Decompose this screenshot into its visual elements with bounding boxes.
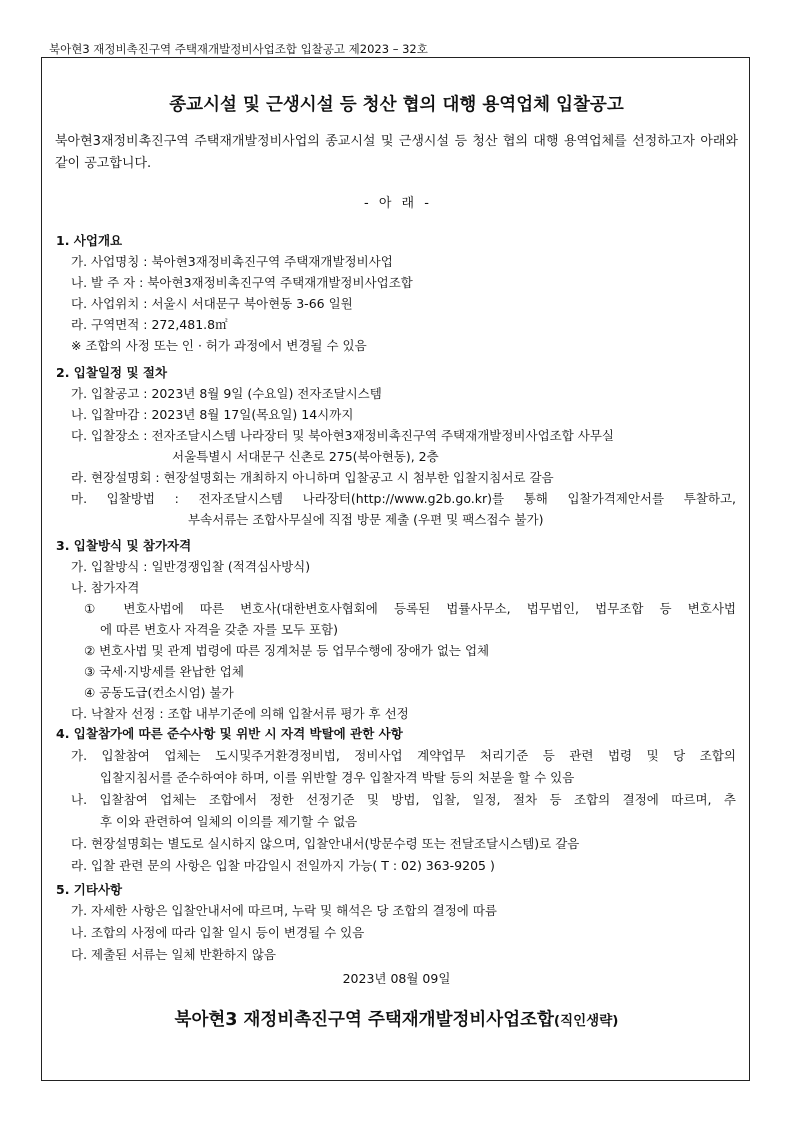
section-2-heading: 2. 입찰일정 및 절차: [56, 365, 168, 380]
notice-frame: [41, 57, 750, 1081]
list-item-continuation: 서울특별시 서대문구 신촌로 275(북아현동), 2층: [172, 449, 439, 464]
document-title: 종교시설 및 근생시설 등 청산 협의 대행 용역업체 입찰공고: [169, 95, 624, 115]
list-item: 나. 입찰참여 업체는 조합에서 정한 선정기준 및 방법, 입찰, 일정, 절차 등 조합의 결정에 따르며, 추: [71, 792, 736, 807]
list-item-continuation: 에 따른 변호사 자격을 갖춘 자를 모두 포함): [100, 622, 338, 637]
list-item: 나. 조합의 사정에 따라 입찰 일시 등이 변경될 수 있음: [71, 925, 365, 940]
notice-date: 2023년 08월 09일: [342, 971, 451, 986]
list-item: 나. 발 주 자 : 북아현3재정비촉진구역 주택재개발정비사업조합: [71, 275, 413, 290]
section-5-heading: 5. 기타사항: [56, 882, 123, 897]
issuer-signature: [42, 1006, 751, 1031]
list-item-continuation: 입찰지침서를 준수하여야 하며, 이를 위반할 경우 입찰자격 박탈 등의 처분을 할 수 있음: [100, 770, 575, 785]
list-item: 가. 입찰공고 : 2023년 8월 9일 (수요일) 전자조달시스템: [71, 386, 382, 401]
list-item: 가. 입찰참여 업체는 도시및주거환경정비법, 정비사업 계약업무 처리기준 등 관련 법령 및 당 조합의: [71, 748, 736, 763]
issuer-name: 북아현3 재정비촉진구역 주택재개발정비사업조합: [174, 1010, 554, 1030]
list-item-continuation: 후 이와 관련하여 일체의 이의를 제기할 수 없음: [100, 814, 358, 829]
list-item: 가. 자세한 사항은 입찰안내서에 따르며, 누락 및 해석은 당 조합의 결정에 따름: [71, 903, 497, 918]
list-item: 라. 구역면적 : 272,481.8㎡: [71, 317, 228, 332]
qualification-item: ① 변호사법에 따른 변호사(대한변호사협회에 등록된 법률사무소, 법무법인, 법무조합 등 변호사법: [84, 601, 736, 616]
list-item-continuation: 부속서류는 조합사무실에 직접 방문 제출 (우편 및 팩스접수 불가): [188, 512, 544, 527]
seal-omitted-note: (직인생략): [553, 1013, 619, 1029]
list-item: 다. 제출된 서류는 일체 반환하지 않음: [71, 947, 276, 962]
list-item: 다. 현장설명회는 별도로 실시하지 않으며, 입찰안내서(방문수령 또는 전달조달시스템)로 갈음: [71, 836, 580, 851]
below-marker: - 아 래 -: [364, 196, 429, 211]
note-item: ※ 조합의 사정 또는 인 · 허가 과정에서 변경될 수 있음: [71, 338, 367, 353]
list-item: 라. 입찰 관련 문의 사항은 입찰 마감일시 전일까지 가능( T : 02) 363-9205 ): [71, 858, 495, 873]
list-item: 마. 입찰방법 : 전자조달시스템 나라장터(http://www.g2b.go.kr)를 통해 입찰가격제안서를 투찰하고,: [71, 491, 736, 506]
list-item: 다. 낙찰자 선정 : 조합 내부기준에 의해 입찰서류 평가 후 선정: [71, 706, 409, 721]
list-item: 나. 입찰마감 : 2023년 8월 17일(목요일) 14시까지: [71, 407, 354, 422]
qualification-item: ② 변호사법 및 관계 법령에 따른 징계처분 등 업무수행에 장애가 없는 업체: [84, 643, 490, 658]
list-item: 가. 사업명칭 : 북아현3재정비촉진구역 주택재개발정비사업: [71, 254, 393, 269]
list-item: 나. 참가자격: [71, 580, 140, 595]
section-4-heading: 4. 입찰참가에 따른 준수사항 및 위반 시 자격 박탈에 관한 사항: [56, 726, 403, 741]
section-3-heading: 3. 입찰방식 및 참가자격: [56, 538, 192, 553]
qualification-item: ④ 공동도급(컨소시엄) 불가: [84, 685, 234, 700]
list-item: 가. 입찰방식 : 일반경쟁입찰 (적격심사방식): [71, 559, 311, 574]
notice-number-header: 북아현3 재정비촉진구역 주택재개발정비사업조합 입찰공고 제2023 – 32호: [49, 42, 428, 56]
list-item: 라. 현장설명회 : 현장설명회는 개최하지 아니하며 입찰공고 시 첨부한 입찰지침서로 갈음: [71, 470, 554, 485]
intro-paragraph: 북아현3재정비촉진구역 주택재개발정비사업의 종교시설 및 근생시설 등 청산 협의 대행 용역업체를 선정하고자 아래와 같이 공고합니다.: [55, 134, 738, 171]
list-item: 다. 입찰장소 : 전자조달시스템 나라장터 및 북아현3재정비촉진구역 주택재개발정비사업조합 사무실: [71, 428, 615, 443]
section-1-heading: 1. 사업개요: [56, 233, 123, 248]
list-item: 다. 사업위치 : 서울시 서대문구 북아현동 3-66 일원: [71, 296, 353, 311]
qualification-item: ③ 국세·지방세를 완납한 업체: [84, 664, 244, 679]
